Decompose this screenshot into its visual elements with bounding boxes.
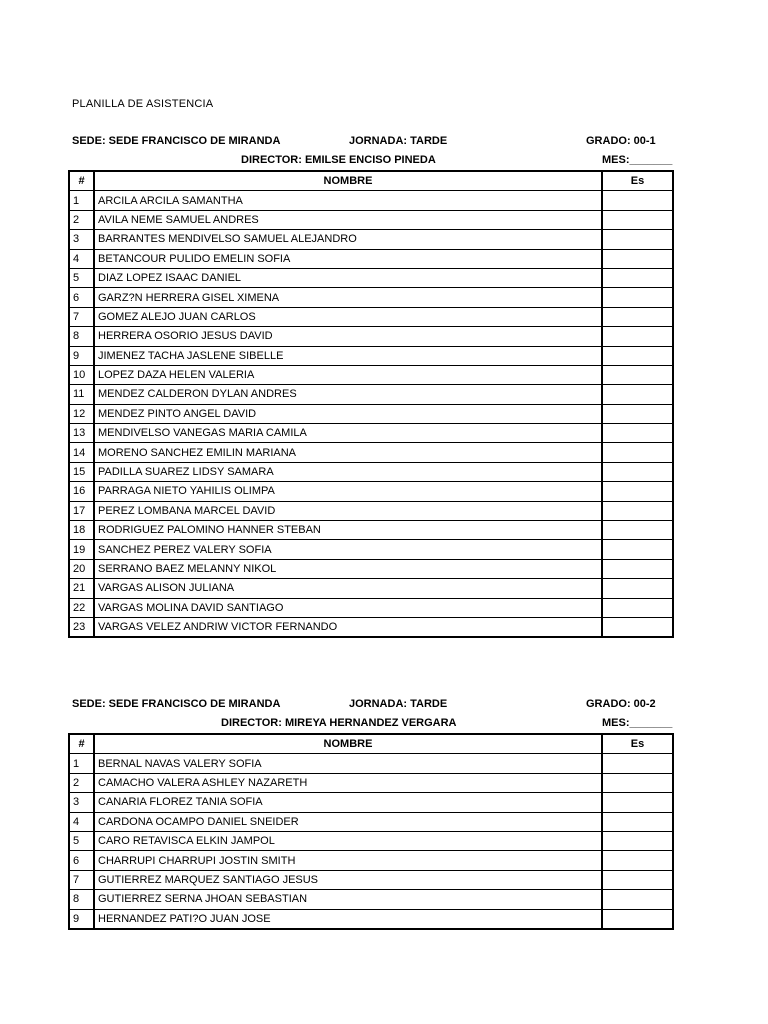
table-row	[69, 521, 673, 540]
row-number: 1	[69, 191, 94, 210]
student-name: PADILLA SUAREZ LIDSY SAMARA	[94, 462, 602, 481]
attendance-cell[interactable]	[602, 559, 673, 578]
table-row	[69, 346, 673, 365]
row-number: 3	[69, 230, 94, 249]
table-row	[69, 559, 673, 578]
attendance-cell[interactable]	[602, 793, 673, 812]
row-number: 3	[69, 793, 94, 812]
table-row	[69, 890, 673, 909]
attendance-cell[interactable]	[602, 385, 673, 404]
attendance-cell[interactable]	[602, 191, 673, 210]
attendance-cell[interactable]	[602, 579, 673, 598]
row-number: 10	[69, 365, 94, 384]
student-name: CANARIA FLOREZ TANIA SOFIA	[94, 793, 602, 812]
table-row	[69, 288, 673, 307]
student-name: CARO RETAVISCA ELKIN JAMPOL	[94, 831, 602, 850]
student-name: VARGAS VELEZ ANDRIW VICTOR FERNANDO	[94, 617, 602, 637]
attendance-cell[interactable]	[602, 812, 673, 831]
student-name: SERRANO BAEZ MELANNY NIKOL	[94, 559, 602, 578]
row-number: 5	[69, 268, 94, 287]
student-name: JIMENEZ TACHA JASLENE SIBELLE	[94, 346, 602, 365]
student-name: BETANCOUR PULIDO EMELIN SOFIA	[94, 249, 602, 268]
page-title: PLANILLA DE ASISTENCIA	[72, 98, 214, 110]
student-name: VARGAS ALISON JULIANA	[94, 579, 602, 598]
row-number: 8	[69, 327, 94, 346]
row-number: 11	[69, 385, 94, 404]
attendance-cell[interactable]	[602, 327, 673, 346]
row-number: 2	[69, 773, 94, 792]
table-row	[69, 307, 673, 326]
attendance-cell[interactable]	[602, 307, 673, 326]
attendance-cell[interactable]	[602, 210, 673, 229]
attendance-cell[interactable]	[602, 424, 673, 443]
attendance-table-2	[68, 733, 674, 930]
attendance-cell[interactable]	[602, 482, 673, 501]
table-row	[69, 851, 673, 870]
row-number: 5	[69, 831, 94, 850]
col-es-header: Es	[602, 734, 673, 754]
student-name: GUTIERREZ MARQUEZ SANTIAGO JESUS	[94, 870, 602, 889]
table-row	[69, 909, 673, 929]
row-number: 8	[69, 890, 94, 909]
attendance-table-1	[68, 170, 674, 638]
attendance-cell[interactable]	[602, 268, 673, 287]
student-name: MORENO SANCHEZ EMILIN MARIANA	[94, 443, 602, 462]
attendance-cell[interactable]	[602, 831, 673, 850]
student-name: PEREZ LOMBANA MARCEL DAVID	[94, 501, 602, 520]
attendance-cell[interactable]	[602, 249, 673, 268]
student-name: CHARRUPI CHARRUPI JOSTIN SMITH	[94, 851, 602, 870]
table-row	[69, 191, 673, 210]
student-name: MENDEZ CALDERON DYLAN ANDRES	[94, 385, 602, 404]
attendance-cell[interactable]	[602, 773, 673, 792]
group1-sede: SEDE: SEDE FRANCISCO DE MIRANDA	[72, 135, 281, 147]
student-name: AVILA NEME SAMUEL ANDRES	[94, 210, 602, 229]
table-row	[69, 268, 673, 287]
attendance-cell[interactable]	[602, 501, 673, 520]
student-name: BERNAL NAVAS VALERY SOFIA	[94, 754, 602, 773]
student-name: HERRERA OSORIO JESUS DAVID	[94, 327, 602, 346]
table-row	[69, 327, 673, 346]
row-number: 12	[69, 404, 94, 423]
row-number: 1	[69, 754, 94, 773]
col-name-header: NOMBRE	[94, 734, 602, 754]
attendance-cell[interactable]	[602, 346, 673, 365]
row-number: 6	[69, 288, 94, 307]
table-row	[69, 424, 673, 443]
student-name: LOPEZ DAZA HELEN VALERIA	[94, 365, 602, 384]
col-es-header: Es	[602, 171, 673, 191]
table-row	[69, 773, 673, 792]
group2-jornada: JORNADA: TARDE	[349, 698, 448, 710]
col-number-header: #	[69, 734, 94, 754]
row-number: 2	[69, 210, 94, 229]
table-row	[69, 540, 673, 559]
table-row	[69, 754, 673, 773]
table-row	[69, 598, 673, 617]
table-row	[69, 812, 673, 831]
student-name: CARDONA OCAMPO DANIEL SNEIDER	[94, 812, 602, 831]
student-name: PARRAGA NIETO YAHILIS OLIMPA	[94, 482, 602, 501]
attendance-cell[interactable]	[602, 521, 673, 540]
attendance-cell[interactable]	[602, 617, 673, 637]
student-name: DIAZ LOPEZ ISAAC DANIEL	[94, 268, 602, 287]
table-row	[69, 230, 673, 249]
student-name: GUTIERREZ SERNA JHOAN SEBASTIAN	[94, 890, 602, 909]
row-number: 17	[69, 501, 94, 520]
table-row	[69, 793, 673, 812]
attendance-cell[interactable]	[602, 870, 673, 889]
row-number: 4	[69, 249, 94, 268]
student-name: GOMEZ ALEJO JUAN CARLOS	[94, 307, 602, 326]
col-name-header: NOMBRE	[94, 171, 602, 191]
row-number: 20	[69, 559, 94, 578]
attendance-cell[interactable]	[602, 230, 673, 249]
group1-director: DIRECTOR: EMILSE ENCISO PINEDA	[241, 154, 436, 166]
student-name: BARRANTES MENDIVELSO SAMUEL ALEJANDRO	[94, 230, 602, 249]
row-number: 13	[69, 424, 94, 443]
group1-jornada: JORNADA: TARDE	[349, 135, 448, 147]
student-name: VARGAS MOLINA DAVID SANTIAGO	[94, 598, 602, 617]
attendance-cell[interactable]	[602, 598, 673, 617]
student-name: ARCILA ARCILA SAMANTHA	[94, 191, 602, 210]
attendance-cell[interactable]	[602, 462, 673, 481]
attendance-cell[interactable]	[602, 443, 673, 462]
table-row	[69, 501, 673, 520]
student-name: RODRIGUEZ PALOMINO HANNER STEBAN	[94, 521, 602, 540]
student-name: MENDEZ PINTO ANGEL DAVID	[94, 404, 602, 423]
group1-grado: GRADO: 00-1	[586, 135, 656, 147]
row-number: 23	[69, 617, 94, 637]
group1-mes: MES:_______	[602, 154, 673, 166]
attendance-cell[interactable]	[602, 540, 673, 559]
student-name: MENDIVELSO VANEGAS MARIA CAMILA	[94, 424, 602, 443]
group2-director: DIRECTOR: MIREYA HERNANDEZ VERGARA	[221, 717, 457, 729]
row-number: 19	[69, 540, 94, 559]
attendance-cell[interactable]	[602, 288, 673, 307]
row-number: 7	[69, 870, 94, 889]
table-row	[69, 870, 673, 889]
attendance-cell[interactable]	[602, 404, 673, 423]
table-row	[69, 365, 673, 384]
group2-grado: GRADO: 00-2	[586, 698, 656, 710]
row-number: 15	[69, 462, 94, 481]
row-number: 18	[69, 521, 94, 540]
row-number: 9	[69, 909, 94, 929]
table-row	[69, 482, 673, 501]
student-name: HERNANDEZ PATI?O JUAN JOSE	[94, 909, 602, 929]
row-number: 4	[69, 812, 94, 831]
student-name: SANCHEZ PEREZ VALERY SOFIA	[94, 540, 602, 559]
table-row	[69, 443, 673, 462]
attendance-cell[interactable]	[602, 365, 673, 384]
row-number: 22	[69, 598, 94, 617]
row-number: 7	[69, 307, 94, 326]
attendance-cell[interactable]	[602, 909, 673, 929]
group2-sede: SEDE: SEDE FRANCISCO DE MIRANDA	[72, 698, 281, 710]
table-row	[69, 579, 673, 598]
row-number: 9	[69, 346, 94, 365]
table-row	[69, 831, 673, 850]
table-header-row	[69, 171, 673, 191]
table-row	[69, 404, 673, 423]
table-row	[69, 617, 673, 637]
attendance-cell[interactable]	[602, 754, 673, 773]
table-row	[69, 210, 673, 229]
col-number-header: #	[69, 171, 94, 191]
table-header-row	[69, 734, 673, 754]
student-name: GARZ?N HERRERA GISEL XIMENA	[94, 288, 602, 307]
attendance-cell[interactable]	[602, 890, 673, 909]
table-row	[69, 249, 673, 268]
row-number: 16	[69, 482, 94, 501]
table-row	[69, 385, 673, 404]
table-row	[69, 462, 673, 481]
group2-mes: MES:_______	[602, 717, 673, 729]
row-number: 21	[69, 579, 94, 598]
row-number: 14	[69, 443, 94, 462]
row-number: 6	[69, 851, 94, 870]
attendance-cell[interactable]	[602, 851, 673, 870]
student-name: CAMACHO VALERA ASHLEY NAZARETH	[94, 773, 602, 792]
